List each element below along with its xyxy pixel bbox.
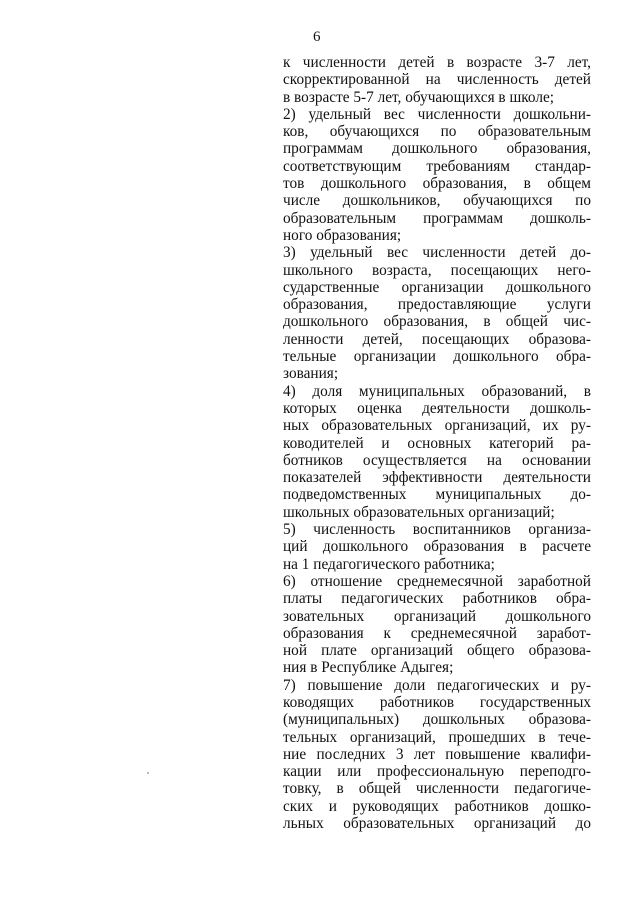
text-line: ние последних 3 лет повышение квалифи- [283,745,591,763]
text-line: зовательных организаций дошкольного [283,607,591,625]
text-line: к численности детей в возрасте 3-7 лет, [283,54,591,71]
text-line: которых оценка деятельности дошколь- [283,399,591,417]
text-line: в возрасте 5-7 лет, обучающихся в школе; [283,88,555,106]
text-line: ских и руководящих работников дошко- [283,797,591,815]
text-line: сударственные организации дошкольного [283,278,591,296]
text-line: ленности детей, посещающих образова- [283,330,591,348]
page-number: 6 [313,29,321,45]
text-line: дошкольного образования, в общей чис- [283,313,591,331]
text-line: ководителей и основных категорий ра- [283,434,591,452]
text-line: показателей эффективности деятельности [283,469,591,487]
text-line: соответствующим требованиям стандар- [283,157,591,175]
text-line: скорректированной на численность детей [283,71,591,89]
text-line: ций дошкольного образования в расчете [283,538,591,556]
text-line: образования к среднемесячной заработ- [283,624,591,642]
text-line: ния в Республике Адыгея; [283,659,454,677]
text-line: платы педагогических работников обра- [283,590,591,608]
scan-speck [147,772,149,774]
text-line: образования, предоставляющие услуги [283,296,591,314]
text-line: тельные организации дошкольного обра- [283,348,591,366]
text-line: товку, в общей численности педагогиче- [283,780,591,798]
text-line: 7) повышение доли педагогических и ру- [283,676,591,694]
text-line: программам дошкольного образования, [283,140,591,158]
text-line: (муниципальных) дошкольных образова- [283,711,591,729]
text-line: кации или профессиональную переподго- [283,763,591,781]
text-line: числе дошкольников, обучающихся по [283,192,591,210]
body-text [283,54,591,832]
text-line: ботников осуществляется на основании [283,451,591,469]
text-line: школьного возраста, посещающих него- [283,261,591,279]
text-line: на 1 педагогического работника; [283,555,495,573]
text-line: 4) доля муниципальных образований, в [283,382,591,400]
text-line: тов дошкольного образования, в общем [283,175,591,193]
text-line: ководящих работников государственных [283,693,591,711]
text-line: 3) удельный вес численности детей до- [283,244,591,262]
text-line: зования; [283,365,339,383]
text-line: ных образовательных организаций, их ру- [283,417,591,435]
text-line: школьных образовательных организаций; [283,503,555,521]
text-line: 6) отношение среднемесячной заработной [283,572,591,590]
text-line: образовательным программам дошколь- [283,209,591,227]
text-line: льных образовательных организаций до [283,815,591,833]
text-line: подведомственных муниципальных до- [283,486,591,504]
text-line: ков, обучающихся по образовательным [283,123,591,141]
text-line: 5) численность воспитанников организа- [283,521,591,539]
text-line: ной плате организаций общего образова- [283,642,591,660]
text-line: 2) удельный вес численности дошкольни- [283,105,591,123]
text-line: ного образования; [283,226,402,244]
text-line: тельных организаций, прошедших в тече- [283,728,591,746]
